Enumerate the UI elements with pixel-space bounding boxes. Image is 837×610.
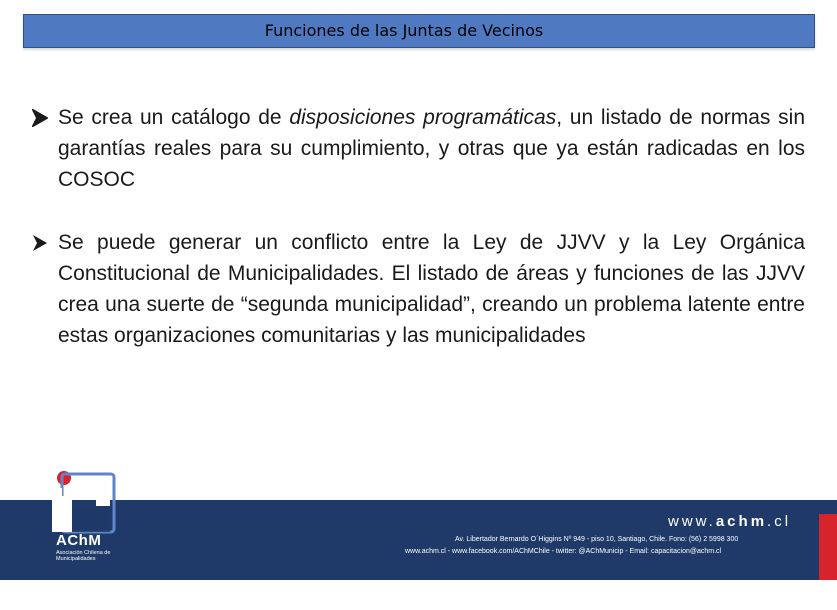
arrow-bullet-icon: [32, 227, 58, 258]
bullet-text-1-start: Se crea un catálogo de: [58, 106, 290, 129]
arrow-bullet-icon: [32, 102, 58, 133]
bullet-text-1: [58, 102, 805, 195]
website-link[interactable]: [668, 514, 791, 529]
footer-bottom-strip: [0, 580, 837, 610]
red-accent-tab: [819, 514, 837, 580]
logo-subtitle: Asociación Chilena de Municipalidades: [56, 550, 111, 562]
slide-title-bar: [23, 14, 815, 48]
bullet-item-1: [32, 102, 805, 195]
footer-address: Av. Libertador Bernardo O´Higgins Nº 949 - piso 10, Santiago, Chile. Fono: (56) 2 5998 300: [455, 536, 739, 543]
website-name: achm: [715, 513, 768, 530]
bullet-text-1-emphasis: disposiciones programáticas: [289, 106, 557, 129]
website-suffix: .cl: [767, 513, 792, 530]
footer-contact: www.achm.cl - www.facebook.com/AChMChile - twitter: @AChMunicip - Email: capacitacion@achm.cl: [405, 548, 722, 555]
slide-title: Funciones de las Juntas de Vecinos: [264, 21, 544, 40]
bullet-list: [32, 102, 805, 383]
bullet-text-1-end: , un listado de normas sin garantías reales para su cumplimiento, y otras que ya están radicadas en los COSOC: [58, 106, 806, 191]
logo-name: AChM: [56, 532, 102, 549]
bullet-text-2: Se puede generar un conflicto entre la Ley de JJVV y la Ley Orgánica Constitucional de Municipalidades. El listado de áreas y funciones de las JJVV crea una suerte de “segunda municipalidad”, creando un problema latente entre estas organizaciones comunitarias y las municipalidades: [58, 231, 805, 347]
bullet-item-2: [32, 227, 805, 351]
website-prefix: www.: [668, 513, 716, 530]
